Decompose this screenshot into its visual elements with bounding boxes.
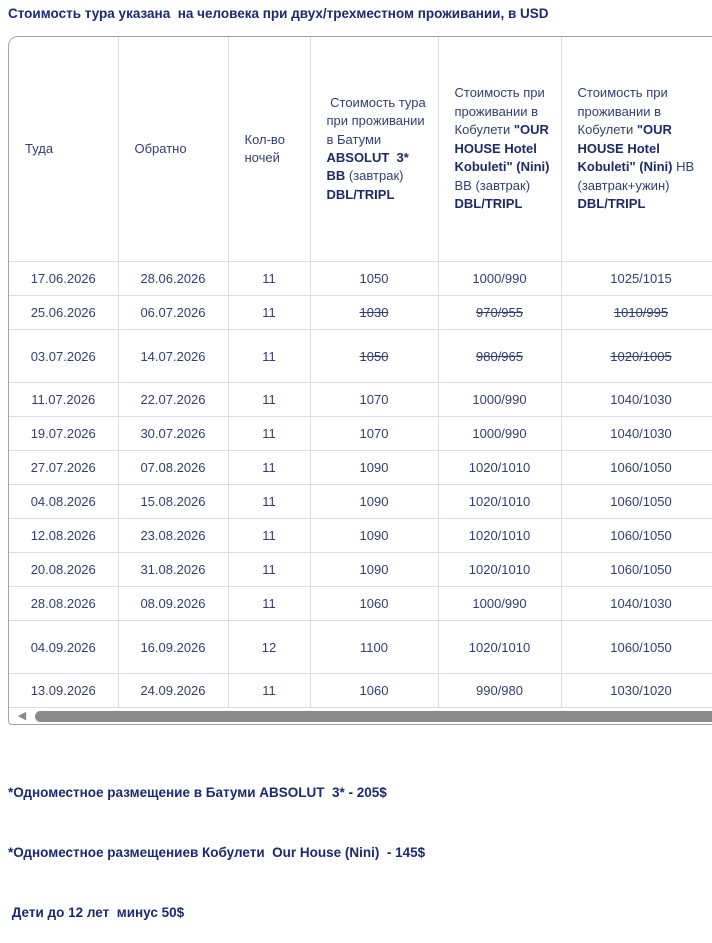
- scroll-left-arrow-icon[interactable]: ◀: [17, 709, 27, 722]
- cell-batumi: 1070: [310, 383, 438, 417]
- cell-depart: 12.08.2026: [9, 519, 118, 553]
- header-text-segment: Туда: [25, 140, 54, 156]
- cell-batumi: 1050: [310, 262, 438, 296]
- cell-nights: 11: [228, 262, 310, 296]
- cell-batumi: 1050: [310, 330, 438, 383]
- cell-nights: 11: [228, 485, 310, 519]
- cell-kobuleti_hb: 1060/1050: [561, 451, 712, 485]
- cell-kobuleti_bb: 990/980: [438, 674, 561, 708]
- cell-kobuleti_hb: 1020/1005: [561, 330, 712, 383]
- table-row: [9, 621, 712, 674]
- cell-batumi: 1070: [310, 417, 438, 451]
- cell-kobuleti_bb: 1020/1010: [438, 451, 561, 485]
- header-text-segment: DBL/TRIPL: [326, 186, 395, 202]
- cell-batumi: 1090: [310, 451, 438, 485]
- cell-return: 28.06.2026: [118, 262, 228, 296]
- cell-kobuleti_hb: 1030/1020: [561, 674, 712, 708]
- cell-depart: 13.09.2026: [9, 674, 118, 708]
- cell-batumi: 1030: [310, 296, 438, 330]
- cell-kobuleti_bb: 1020/1010: [438, 485, 561, 519]
- cell-kobuleti_hb: 1060/1050: [561, 519, 712, 553]
- cell-kobuleti_hb: 1010/995: [561, 296, 712, 330]
- cell-nights: 11: [228, 519, 310, 553]
- header-text-segment: Обратно: [134, 140, 187, 156]
- table-header: [9, 37, 712, 262]
- cell-return: 08.09.2026: [118, 587, 228, 621]
- cell-nights: 11: [228, 674, 310, 708]
- table-row: [9, 553, 712, 587]
- cell-return: 23.08.2026: [118, 519, 228, 553]
- cell-kobuleti_bb: 1000/990: [438, 587, 561, 621]
- cell-nights: 11: [228, 383, 310, 417]
- header-text-segment: Кол-во ночей: [244, 131, 289, 165]
- cell-kobuleti_hb: 1040/1030: [561, 417, 712, 451]
- header-text-segment: Стоимость при проживании в Кобулети: [454, 85, 549, 138]
- cell-return: 15.08.2026: [118, 485, 228, 519]
- cell-kobuleti_hb: 1040/1030: [561, 587, 712, 621]
- cell-depart: 17.06.2026: [9, 262, 118, 296]
- cell-kobuleti_bb: 1000/990: [438, 417, 561, 451]
- table-row: [9, 383, 712, 417]
- cell-batumi: 1060: [310, 587, 438, 621]
- table-row: [9, 330, 712, 383]
- table-body: [9, 262, 712, 708]
- pricing-table-container: [8, 36, 712, 725]
- cell-kobuleti_bb: 1000/990: [438, 262, 561, 296]
- horizontal-scrollbar[interactable]: [9, 708, 712, 724]
- header-text-segment: BB (завтрак): [454, 159, 554, 193]
- cell-kobuleti_bb: 1020/1010: [438, 553, 561, 587]
- header-text-segment: (завтрак): [345, 168, 408, 184]
- cell-kobuleti_bb: 1020/1010: [438, 621, 561, 674]
- note-children-discount: Дети до 12 лет минус 50$: [8, 905, 185, 920]
- cell-kobuleti_bb: 980/965: [438, 330, 561, 383]
- cell-return: 30.07.2026: [118, 417, 228, 451]
- table-row: [9, 296, 712, 330]
- cell-return: 16.09.2026: [118, 621, 228, 674]
- cell-depart: 11.07.2026: [9, 383, 118, 417]
- column-header-nights: [228, 37, 310, 262]
- cell-nights: 11: [228, 587, 310, 621]
- cell-nights: 11: [228, 296, 310, 330]
- cell-nights: 11: [228, 451, 310, 485]
- cell-depart: 20.08.2026: [9, 553, 118, 587]
- note-single-kobuleti: *Одноместное размещениев Кобулети Our House (Nini) - 145$: [8, 845, 426, 860]
- cell-kobuleti_bb: 1020/1010: [438, 519, 561, 553]
- table-row: [9, 674, 712, 708]
- cell-batumi: 1090: [310, 553, 438, 587]
- page-title: Стоимость тура указана на человека при двух/трехместном проживании, в USD: [8, 6, 549, 21]
- cell-kobuleti_bb: 970/955: [438, 296, 561, 330]
- header-text-segment: Стоимость тура при проживании в Батуми: [326, 94, 430, 147]
- column-header-batumi-absolut: [310, 37, 438, 262]
- cell-return: 07.08.2026: [118, 451, 228, 485]
- cell-batumi: 1090: [310, 485, 438, 519]
- cell-depart: 04.09.2026: [9, 621, 118, 674]
- cell-return: 24.09.2026: [118, 674, 228, 708]
- header-text-segment: DBL/TRIPL: [454, 196, 523, 212]
- cell-batumi: 1100: [310, 621, 438, 674]
- cell-depart: 25.06.2026: [9, 296, 118, 330]
- note-single-batumi: *Одноместное размещение в Батуми ABSOLUT 3* - 205$: [8, 785, 387, 800]
- cell-nights: 11: [228, 330, 310, 383]
- column-header-return: [118, 37, 228, 262]
- scrollbar-thumb[interactable]: [35, 711, 712, 722]
- cell-kobuleti_hb: 1060/1050: [561, 621, 712, 674]
- cell-kobuleti_hb: 1060/1050: [561, 485, 712, 519]
- cell-return: 31.08.2026: [118, 553, 228, 587]
- header-text-segment: HB (завтрак+ужин): [577, 159, 698, 193]
- header-text-segment: "OUR HOUSE Hotel Kobuleti" (Nini): [454, 122, 553, 175]
- column-header-depart: [9, 37, 118, 262]
- table-header-row: [9, 37, 712, 262]
- column-header-kobuleti-bb: [438, 37, 561, 262]
- table-row: [9, 262, 712, 296]
- header-text-segment: "OUR HOUSE Hotel Kobuleti" (Nini): [577, 122, 676, 175]
- cell-nights: 11: [228, 417, 310, 451]
- cell-depart: 04.08.2026: [9, 485, 118, 519]
- cell-return: 14.07.2026: [118, 330, 228, 383]
- cell-return: 06.07.2026: [118, 296, 228, 330]
- cell-depart: 19.07.2026: [9, 417, 118, 451]
- header-text-segment: ABSOLUT 3* BB: [326, 150, 413, 184]
- table-row: [9, 519, 712, 553]
- table-row: [9, 451, 712, 485]
- table-row: [9, 485, 712, 519]
- cell-kobuleti_hb: 1040/1030: [561, 383, 712, 417]
- cell-depart: 28.08.2026: [9, 587, 118, 621]
- cell-depart: 27.07.2026: [9, 451, 118, 485]
- cell-batumi: 1090: [310, 519, 438, 553]
- header-text-segment: Стоимость при проживании в Кобулети: [577, 85, 672, 138]
- table-row: [9, 587, 712, 621]
- cell-depart: 03.07.2026: [9, 330, 118, 383]
- cell-nights: 12: [228, 621, 310, 674]
- cell-return: 22.07.2026: [118, 383, 228, 417]
- header-text-segment: DBL/TRIPL: [577, 196, 646, 212]
- pricing-table: [9, 37, 712, 708]
- cell-batumi: 1060: [310, 674, 438, 708]
- column-header-kobuleti-hb: [561, 37, 712, 262]
- table-row: [9, 417, 712, 451]
- cell-kobuleti_hb: 1025/1015: [561, 262, 712, 296]
- cell-kobuleti_bb: 1000/990: [438, 383, 561, 417]
- cell-nights: 11: [228, 553, 310, 587]
- footer-notes: [8, 743, 425, 943]
- cell-kobuleti_hb: 1060/1050: [561, 553, 712, 587]
